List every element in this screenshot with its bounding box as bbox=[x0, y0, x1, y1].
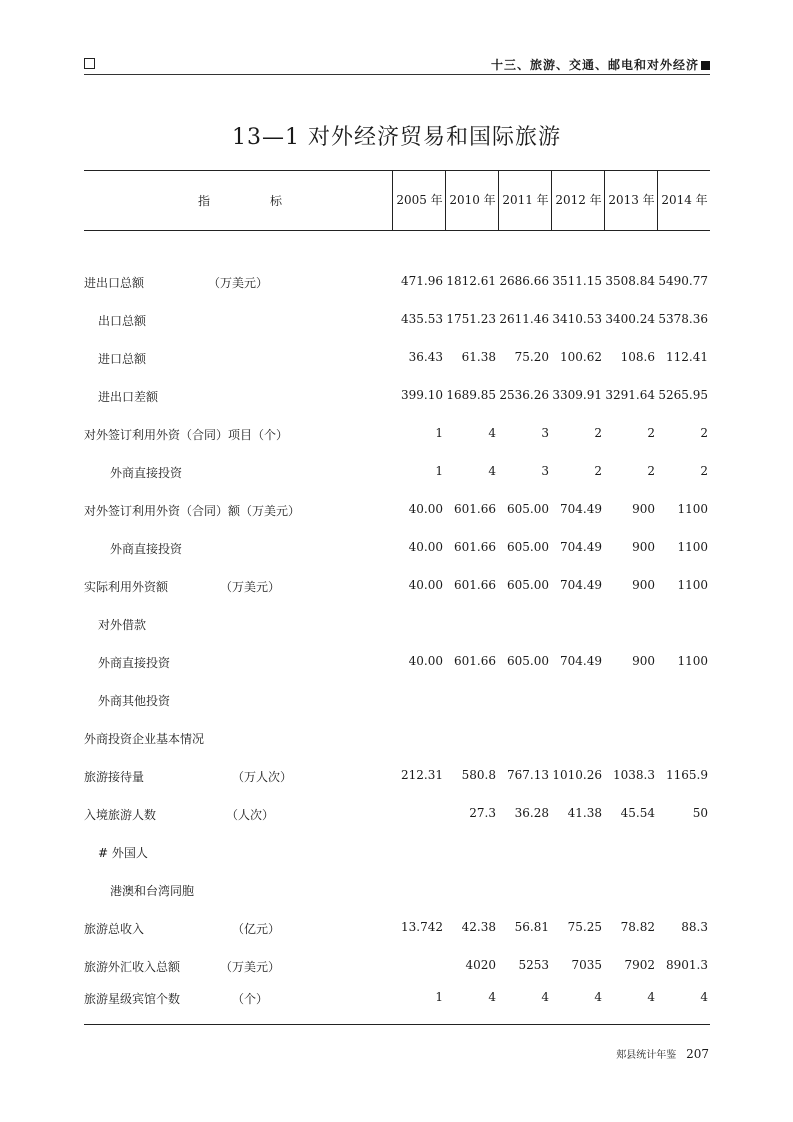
value-cell: 704.49 bbox=[560, 502, 602, 516]
value-cell: 704.49 bbox=[560, 578, 602, 592]
row-label: 外商投资企业基本情况 bbox=[84, 732, 205, 746]
value-cell: 2 bbox=[647, 426, 655, 440]
row-label: 港澳和台湾同胞 bbox=[110, 884, 195, 898]
value-cell: 5490.77 bbox=[658, 274, 708, 288]
value-cell: 1165.9 bbox=[666, 768, 708, 782]
value-cell: 41.38 bbox=[567, 806, 602, 820]
value-cell: 50 bbox=[692, 806, 708, 820]
value-cell: 580.8 bbox=[461, 768, 496, 782]
value-cell: 605.00 bbox=[507, 654, 549, 668]
row-label: 旅游星级宾馆个数 bbox=[84, 992, 181, 1006]
value-cell: 601.66 bbox=[454, 502, 496, 516]
table-row bbox=[84, 882, 710, 902]
row-label: 对外签订利用外资（合同）额（万美元） bbox=[84, 504, 301, 518]
value-cell: 5265.95 bbox=[658, 388, 708, 402]
table-row bbox=[84, 654, 710, 674]
year-header-2005: 2005 年 bbox=[392, 170, 446, 230]
header-box-icon bbox=[84, 58, 95, 69]
value-cell: 767.13 bbox=[507, 768, 549, 782]
value-cell: 4 bbox=[700, 990, 708, 1004]
value-cell: 75.20 bbox=[514, 350, 549, 364]
row-unit: （亿元） bbox=[232, 922, 281, 936]
table-row bbox=[84, 730, 710, 750]
table-row bbox=[84, 692, 710, 712]
value-cell: 7902 bbox=[624, 958, 655, 972]
row-label: 外商直接投资 bbox=[110, 542, 183, 556]
row-label: 旅游外汇收入总额 bbox=[84, 960, 181, 974]
year-header-2014: 2014 年 bbox=[657, 170, 711, 230]
year-header-2010: 2010 年 bbox=[445, 170, 499, 230]
value-cell: 108.6 bbox=[620, 350, 655, 364]
value-cell: 40.00 bbox=[408, 654, 443, 668]
running-header bbox=[84, 56, 710, 75]
row-label: 外商直接投资 bbox=[98, 656, 171, 670]
row-label: 旅游总收入 bbox=[84, 922, 145, 936]
value-cell: 4 bbox=[488, 464, 496, 478]
value-cell: 601.66 bbox=[454, 578, 496, 592]
value-cell: 3410.53 bbox=[552, 312, 602, 326]
value-cell: 4 bbox=[647, 990, 655, 1004]
value-cell: 3291.64 bbox=[605, 388, 655, 402]
table-row bbox=[84, 806, 710, 826]
value-cell: 100.62 bbox=[560, 350, 602, 364]
value-cell: 3 bbox=[541, 426, 549, 440]
value-cell: 61.38 bbox=[461, 350, 496, 364]
value-cell: 399.10 bbox=[401, 388, 443, 402]
table-row bbox=[84, 426, 710, 446]
table-header-rule bbox=[84, 230, 710, 231]
value-cell: 88.3 bbox=[681, 920, 708, 934]
value-cell: 1812.61 bbox=[446, 274, 496, 288]
value-cell: 36.43 bbox=[408, 350, 443, 364]
value-cell: 704.49 bbox=[560, 654, 602, 668]
value-cell: 2 bbox=[700, 464, 708, 478]
value-cell: 13.742 bbox=[401, 920, 443, 934]
value-cell: 7035 bbox=[571, 958, 602, 972]
table-row bbox=[84, 920, 710, 940]
row-unit: （个） bbox=[232, 992, 269, 1006]
value-cell: 1100 bbox=[677, 502, 708, 516]
chapter-title-text: 十三、旅游、交通、邮电和对外经济 bbox=[490, 58, 699, 72]
value-cell: 40.00 bbox=[408, 540, 443, 554]
table-row bbox=[84, 616, 710, 636]
page-title: 13—1 对外经济贸易和国际旅游 bbox=[232, 125, 561, 150]
value-cell: 36.28 bbox=[514, 806, 549, 820]
value-cell: 5378.36 bbox=[658, 312, 708, 326]
row-label: 进出口总额 bbox=[84, 276, 145, 290]
page-footer bbox=[616, 1046, 709, 1061]
table-row bbox=[84, 388, 710, 408]
table-row bbox=[84, 768, 710, 788]
year-header-2012: 2012 年 bbox=[551, 170, 605, 230]
row-label: 对外借款 bbox=[98, 618, 147, 632]
value-cell: 1689.85 bbox=[446, 388, 496, 402]
value-cell: 8901.3 bbox=[666, 958, 708, 972]
row-label: 实际利用外资额 bbox=[84, 580, 169, 594]
row-label: 进出口差额 bbox=[98, 390, 159, 404]
value-cell: 3309.91 bbox=[552, 388, 602, 402]
row-label: 进口总额 bbox=[98, 352, 147, 366]
value-cell: 704.49 bbox=[560, 540, 602, 554]
value-cell: 112.41 bbox=[666, 350, 708, 364]
value-cell: 4 bbox=[488, 990, 496, 1004]
value-cell: 601.66 bbox=[454, 654, 496, 668]
indicator-header bbox=[84, 170, 392, 230]
value-cell: 1 bbox=[435, 990, 443, 1004]
value-cell: 605.00 bbox=[507, 540, 549, 554]
row-unit: （万美元） bbox=[220, 580, 281, 594]
value-cell: 2611.46 bbox=[499, 312, 549, 326]
value-cell: 2686.66 bbox=[499, 274, 549, 288]
filled-square-icon bbox=[701, 61, 710, 70]
table-row bbox=[84, 464, 710, 484]
table-header-row bbox=[84, 170, 710, 230]
value-cell: 3511.15 bbox=[552, 274, 602, 288]
value-cell: 2 bbox=[594, 426, 602, 440]
value-cell: 4 bbox=[594, 990, 602, 1004]
table-row bbox=[84, 502, 710, 522]
value-cell: 2 bbox=[700, 426, 708, 440]
value-cell: 1038.3 bbox=[613, 768, 655, 782]
table-row bbox=[84, 540, 710, 560]
value-cell: 1751.23 bbox=[446, 312, 496, 326]
value-cell: 2 bbox=[647, 464, 655, 478]
value-cell: 4 bbox=[541, 990, 549, 1004]
value-cell: 42.38 bbox=[461, 920, 496, 934]
value-cell: 1100 bbox=[677, 654, 708, 668]
row-unit: （万人次） bbox=[232, 770, 293, 784]
value-cell: 435.53 bbox=[401, 312, 443, 326]
value-cell: 1 bbox=[435, 464, 443, 478]
indicator-header-char-1: 指 bbox=[198, 194, 211, 208]
row-label: 外商直接投资 bbox=[110, 466, 183, 480]
value-cell: 1100 bbox=[677, 540, 708, 554]
year-header-2013: 2013 年 bbox=[604, 170, 658, 230]
indicator-header-char-2: 标 bbox=[270, 194, 283, 208]
value-cell: 2536.26 bbox=[499, 388, 549, 402]
table-row bbox=[84, 578, 710, 598]
year-header-2011: 2011 年 bbox=[498, 170, 552, 230]
value-cell: 601.66 bbox=[454, 540, 496, 554]
row-label: 入境旅游人数 bbox=[84, 808, 157, 822]
value-cell: 3 bbox=[541, 464, 549, 478]
value-cell: 4020 bbox=[465, 958, 496, 972]
page-number: 207 bbox=[686, 1047, 709, 1061]
chapter-title bbox=[487, 56, 710, 73]
value-cell: 605.00 bbox=[507, 502, 549, 516]
row-label: 出口总额 bbox=[98, 314, 147, 328]
table-row bbox=[84, 350, 710, 370]
row-label: 对外签订利用外资（合同）项目（个） bbox=[84, 428, 289, 442]
row-label: 旅游接待量 bbox=[84, 770, 145, 784]
value-cell: 56.81 bbox=[514, 920, 549, 934]
row-unit: （万美元） bbox=[220, 960, 281, 974]
value-cell: 40.00 bbox=[408, 578, 443, 592]
value-cell: 40.00 bbox=[408, 502, 443, 516]
table-row bbox=[84, 274, 710, 294]
value-cell: 605.00 bbox=[507, 578, 549, 592]
value-cell: 900 bbox=[632, 578, 655, 592]
table-bottom-rule bbox=[84, 1024, 710, 1025]
table-row bbox=[84, 990, 710, 1010]
value-cell: 1100 bbox=[677, 578, 708, 592]
value-cell: 471.96 bbox=[401, 274, 443, 288]
value-cell: 2 bbox=[594, 464, 602, 478]
table-row bbox=[84, 312, 710, 332]
value-cell: 1010.26 bbox=[552, 768, 602, 782]
table-row bbox=[84, 958, 710, 978]
value-cell: 27.3 bbox=[469, 806, 496, 820]
row-label: # 外国人 bbox=[98, 846, 148, 860]
value-cell: 1 bbox=[435, 426, 443, 440]
value-cell: 900 bbox=[632, 502, 655, 516]
value-cell: 75.25 bbox=[567, 920, 602, 934]
value-cell: 78.82 bbox=[620, 920, 655, 934]
value-cell: 212.31 bbox=[401, 768, 443, 782]
value-cell: 900 bbox=[632, 540, 655, 554]
row-unit: （人次） bbox=[226, 808, 275, 822]
value-cell: 5253 bbox=[518, 958, 549, 972]
value-cell: 3508.84 bbox=[605, 274, 655, 288]
table-row bbox=[84, 844, 710, 864]
value-cell: 3400.24 bbox=[605, 312, 655, 326]
value-cell: 900 bbox=[632, 654, 655, 668]
publication-name: 郏县统计年鉴 bbox=[616, 1050, 677, 1061]
value-cell: 45.54 bbox=[620, 806, 655, 820]
value-cell: 4 bbox=[488, 426, 496, 440]
row-label: 外商其他投资 bbox=[98, 694, 171, 708]
row-unit: （万美元） bbox=[208, 276, 269, 290]
